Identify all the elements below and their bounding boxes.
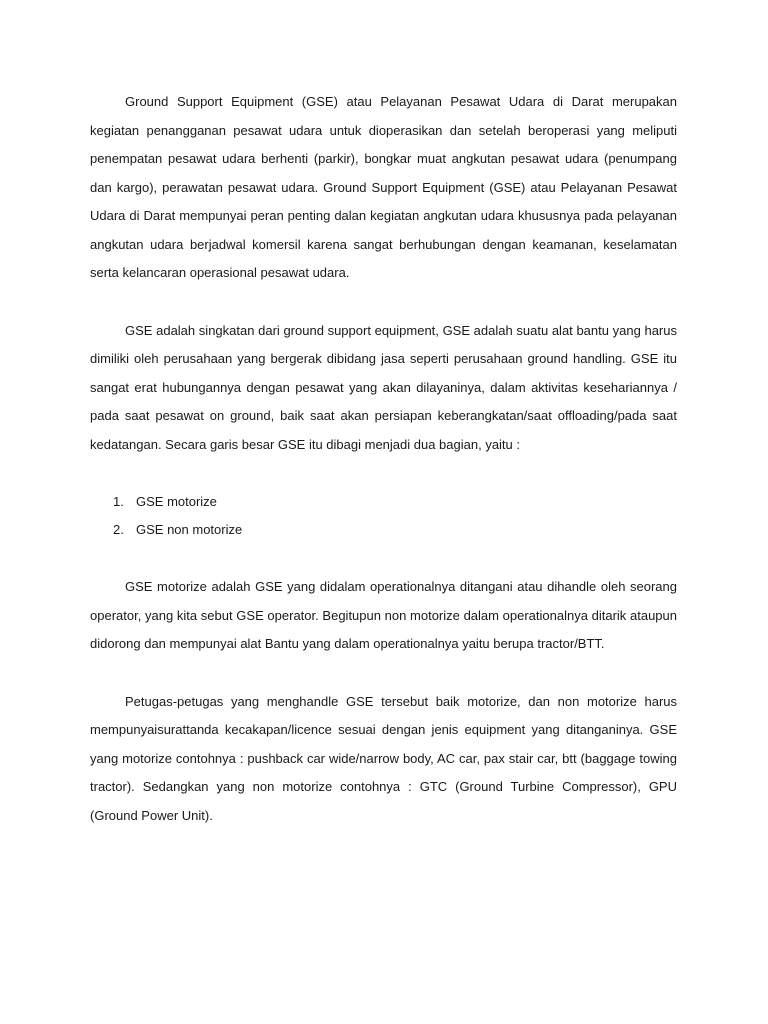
list-item-number: 2. [113,522,124,537]
document-body [90,88,677,859]
gse-type-list [90,488,677,544]
list-item [90,488,677,516]
list-item [90,516,677,544]
paragraph-intro-2: GSE adalah singkatan dari ground support equipment, GSE adalah suatu alat bantu yang harus dimiliki oleh perusahaan yang bergerak dibidang jasa seperti perusahaan ground handling. GSE itu sangat erat hubungannya dengan pesawat yang akan dilayaninya, dalam aktivitas kesehariannya / pada saat pesawat on ground, baik saat akan persiapan keberangkatan/saat offloading/pada saat kedatangan. Secara garis besar GSE itu dibagi menjadi dua bagian, yaitu : [90,322,677,452]
list-item-number: 1. [113,494,124,509]
list-item-text: GSE motorize [136,494,217,509]
paragraph-outro-2: Petugas-petugas yang menghandle GSE tersebut baik motorize, dan non motorize harus mempunyaisurattanda kecakapan/licence sesuai dengan jenis equipment yang ditanganinya. GSE yang motorize contohnya : pushback car wide/narrow body, AC car, pax stair car, btt (baggage towing tractor). Sedangkan yang non motorize contohnya : GTC (Ground Turbine Compressor), GPU (Ground Power Unit). [90,693,677,823]
list-item-text: GSE non motorize [136,522,243,537]
paragraph-intro-1: Ground Support Equipment (GSE) atau Pelayanan Pesawat Udara di Darat merupakan kegiatan penangganan pesawat udara untuk dioperasikan dan setelah beroperasi yang meliputi penempatan pesawat udara berhenti (parkir), bongkar muat angkutan pesawat udara (penumpang dan kargo), perawatan pesawat udara. Ground Support Equipment (GSE) atau Pelayanan Pesawat Udara di Darat mempunyai peran penting dalan kegiatan angkutan udara khususnya pada pelayanan angkutan udara berjadwal komersil karena sangat berhubungan dengan keamanan, keselamatan serta kelancaran operasional pesawat udara. [90,94,677,280]
paragraph-outro-1: GSE motorize adalah GSE yang didalam operationalnya ditangani atau dihandle oleh seorang operator, yang kita sebut GSE operator. Begitupun non motorize dalam operationalnya ditarik ataupun didorong dan mempunyai alat Bantu yang dalam operationalnya yaitu berupa tractor/BTT. [90,579,677,651]
